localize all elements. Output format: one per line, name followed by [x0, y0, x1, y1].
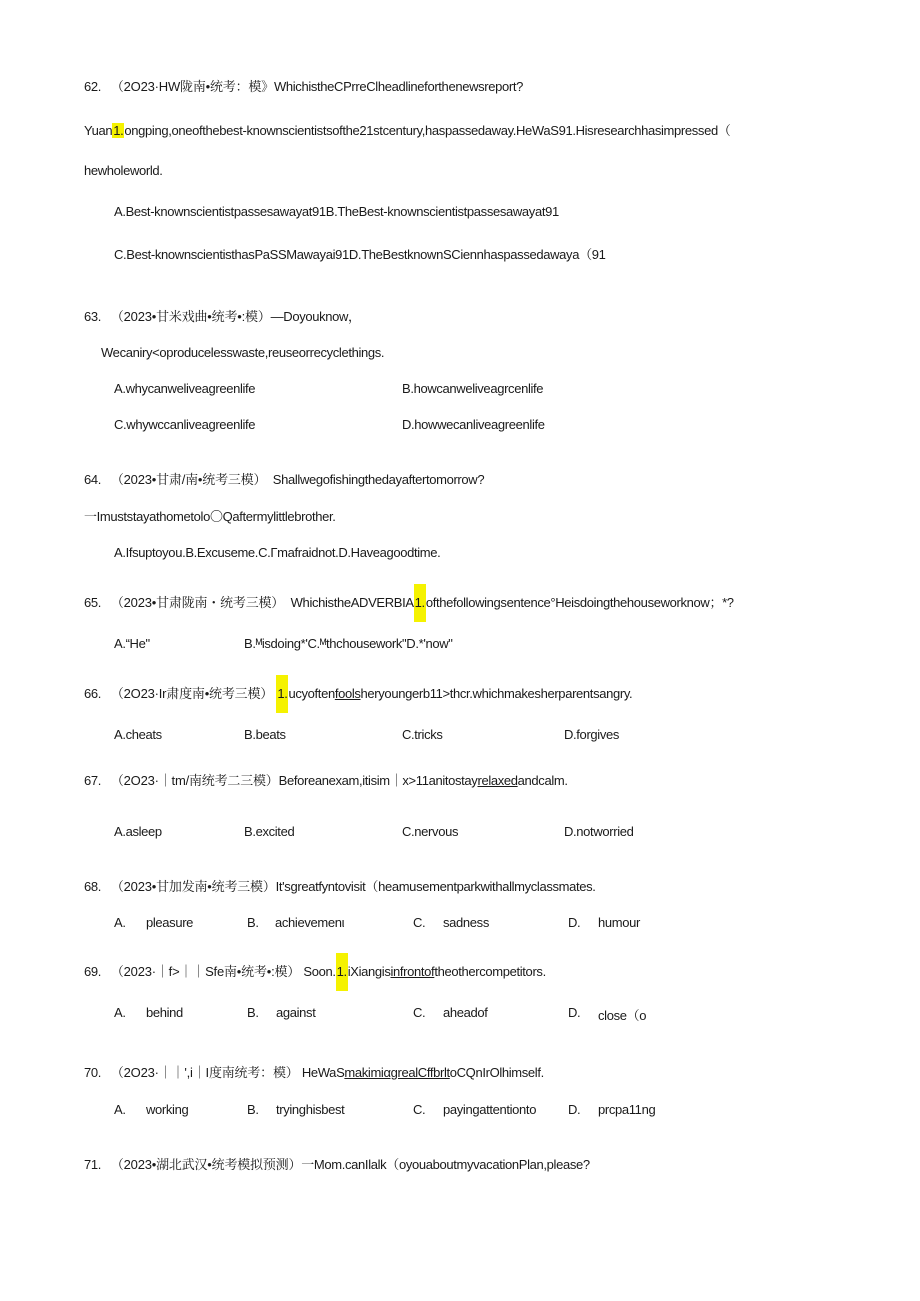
- question-69-header: 69. （2023·｜f>｜｜Sfe南•统考•:模） Soon.1.iXiangisinfrontoftheothercompetitors.: [84, 953, 546, 991]
- option-a: pleasure: [146, 915, 194, 930]
- option-a: working: [146, 1102, 189, 1117]
- option-c-letter: C.: [413, 1102, 426, 1117]
- option-b-letter: B.: [247, 1005, 259, 1020]
- question-63-line-2: Wecaniry<oproducelesswaste,reuseorrecyclethings.: [101, 345, 385, 360]
- option-d: humour: [598, 915, 640, 930]
- question-number: 62.: [84, 79, 102, 94]
- option-b: B.excited: [244, 824, 295, 839]
- option-b: B.howcanweliveagrcenlife: [402, 381, 544, 396]
- option-c: C.whywccanliveagreenlife: [114, 417, 256, 432]
- option-b-letter: B.: [247, 915, 259, 930]
- question-70-header: 70. （2O23·｜｜',i｜I度南统考：模） HeWaSmakimiαgrealCffbrltoCQnIrOlhimself.: [84, 1065, 544, 1080]
- question-number: 64.: [84, 472, 102, 487]
- question-stem: It'sgreatfyntovisit（heamusementparkwithallmyclassmates.: [275, 879, 596, 894]
- option-d: D.notworried: [564, 824, 634, 839]
- option-d: prcpa11ng: [598, 1102, 656, 1117]
- question-62-options-cd: C.Best-knownscientisthasPaSSMawayai91D.TheBestknownSCiennhaspassedawaya（91: [114, 247, 606, 262]
- option-a: behind: [146, 1005, 183, 1020]
- option-a-letter: A.: [114, 1102, 126, 1117]
- question-number: 66.: [84, 686, 102, 701]
- option-d: close（o: [598, 1008, 647, 1023]
- option-a-letter: A.: [114, 915, 126, 930]
- option-d-letter: D.: [568, 1005, 581, 1020]
- option-d-letter: D.: [568, 1102, 581, 1117]
- option-b: against: [276, 1005, 316, 1020]
- highlight-mark: 1.: [113, 123, 124, 138]
- question-number: 67.: [84, 773, 102, 788]
- option-a: A.cheats: [114, 727, 162, 742]
- question-number: 70.: [84, 1065, 102, 1080]
- question-source: （2023•湖北武汉•统考模拟预测）: [110, 1157, 302, 1172]
- option-c-letter: C.: [413, 1005, 426, 1020]
- highlight-mark: 1.: [336, 953, 348, 991]
- option-b-c-d: B.ᴹisdoing*'C.ᴹthchousework"D.*'now": [244, 636, 453, 651]
- highlight-mark: 1.: [414, 584, 426, 622]
- question-68-header: [84, 876, 596, 895]
- question-71-header: [84, 1154, 590, 1173]
- question-stem: —Doyouknow，: [270, 309, 361, 324]
- question-source: （2023·｜f>｜｜Sfe南•统考•:模）: [110, 964, 301, 979]
- underlined-word: fools: [334, 686, 361, 701]
- question-source: （2023•甘米戏曲•统考•:模）: [110, 309, 271, 324]
- question-number: 69.: [84, 964, 102, 979]
- option-b: tryinghisbest: [276, 1102, 345, 1117]
- question-number: 71.: [84, 1157, 102, 1172]
- question-source: （2O23·｜tm/南统考二三模）: [110, 773, 279, 788]
- highlight-mark: 1.: [276, 675, 288, 713]
- question-number: 63.: [84, 309, 102, 324]
- question-62-header: [84, 76, 523, 95]
- underlined-word: relaxed: [477, 773, 518, 788]
- underlined-word: infrontof: [390, 964, 435, 979]
- question-stem: 一Mom.canIlalk（oyouaboutmyvacationPlan,please?: [301, 1157, 590, 1172]
- question-64-line-2: 一Imuststayathometolo〇Qaftermylittlebrother.: [84, 509, 336, 524]
- question-number: 68.: [84, 879, 102, 894]
- option-d: D.howwecanliveagreenlife: [402, 417, 545, 432]
- option-a-letter: A.: [114, 1005, 126, 1020]
- question-source: （2023•甘肃/南•统考三模）: [110, 472, 267, 487]
- question-source: （2O23·HW陇南•统考：模》: [110, 79, 274, 94]
- question-source: （2023•甘加发南•统考三模）: [110, 879, 276, 894]
- question-62-options-ab: A.Best-knownscientistpassesawayat91B.TheBest-knownscientistpassesawayat91: [114, 204, 559, 219]
- question-62-passage: Yuan1.ongping,oneofthebest-knownscientistsofthe21stcentury,haspassedaway.HeWaS91.Hisresearchhasimpressed（: [84, 123, 731, 138]
- question-number: 65.: [84, 595, 102, 610]
- underlined-word: makimiαgrealCffbrlt: [344, 1065, 450, 1080]
- option-b: achievemenι: [275, 915, 345, 930]
- question-63-header: [84, 306, 361, 325]
- option-c: C.nervous: [402, 824, 459, 839]
- question-66-header: 66. （2O23·Ir肃度南•统考三模） 1.ucyoftenfoolsheryoungerb11>thcr.whichmakesherparentsangry.: [84, 675, 632, 713]
- option-c: C.tricks: [402, 727, 443, 742]
- question-source: （2O23·｜｜',i｜I度南统考：模）: [110, 1065, 299, 1080]
- question-64-header: [84, 469, 484, 488]
- question-65-header: 65. （2023•甘肃陇南・统考三模） WhichistheADVERBIA1.ofthefollowingsentence°Heisdoingthehouseworknow；*?: [84, 584, 734, 622]
- option-c: aheadof: [443, 1005, 488, 1020]
- question-source: （2023•甘肃陇南・统考三模）: [110, 595, 285, 610]
- question-67-header: 67. （2O23·｜tm/南统考二三模）Beforeanexam,itisim｜x>11anitostayrelaxedandcalm.: [84, 773, 568, 788]
- question-stem: Shallwegofishingthedayaftertomorrow?: [272, 472, 485, 487]
- question-source: （2O23·Ir肃度南•统考三模）: [110, 686, 274, 701]
- question-stem: WhichistheCPrreClheadlineforthenewsreport?: [273, 79, 524, 94]
- option-a: A.“He": [114, 636, 150, 651]
- question-62-passage-cont: hewholeworld.: [84, 163, 163, 178]
- option-c-letter: C.: [413, 915, 426, 930]
- option-d: D.forgives: [564, 727, 620, 742]
- option-a: A.whycanweliveagreenlife: [114, 381, 256, 396]
- option-c: payingattentionto: [443, 1102, 537, 1117]
- option-b-letter: B.: [247, 1102, 259, 1117]
- option-c: sadness: [443, 915, 489, 930]
- option-b: B.beats: [244, 727, 286, 742]
- option-a: A.asleep: [114, 824, 162, 839]
- question-64-options: A.Ifsuptoyou.B.Excuseme.C.Γmafraidnot.D.Haveagoodtime.: [114, 545, 441, 560]
- option-d-letter: D.: [568, 915, 581, 930]
